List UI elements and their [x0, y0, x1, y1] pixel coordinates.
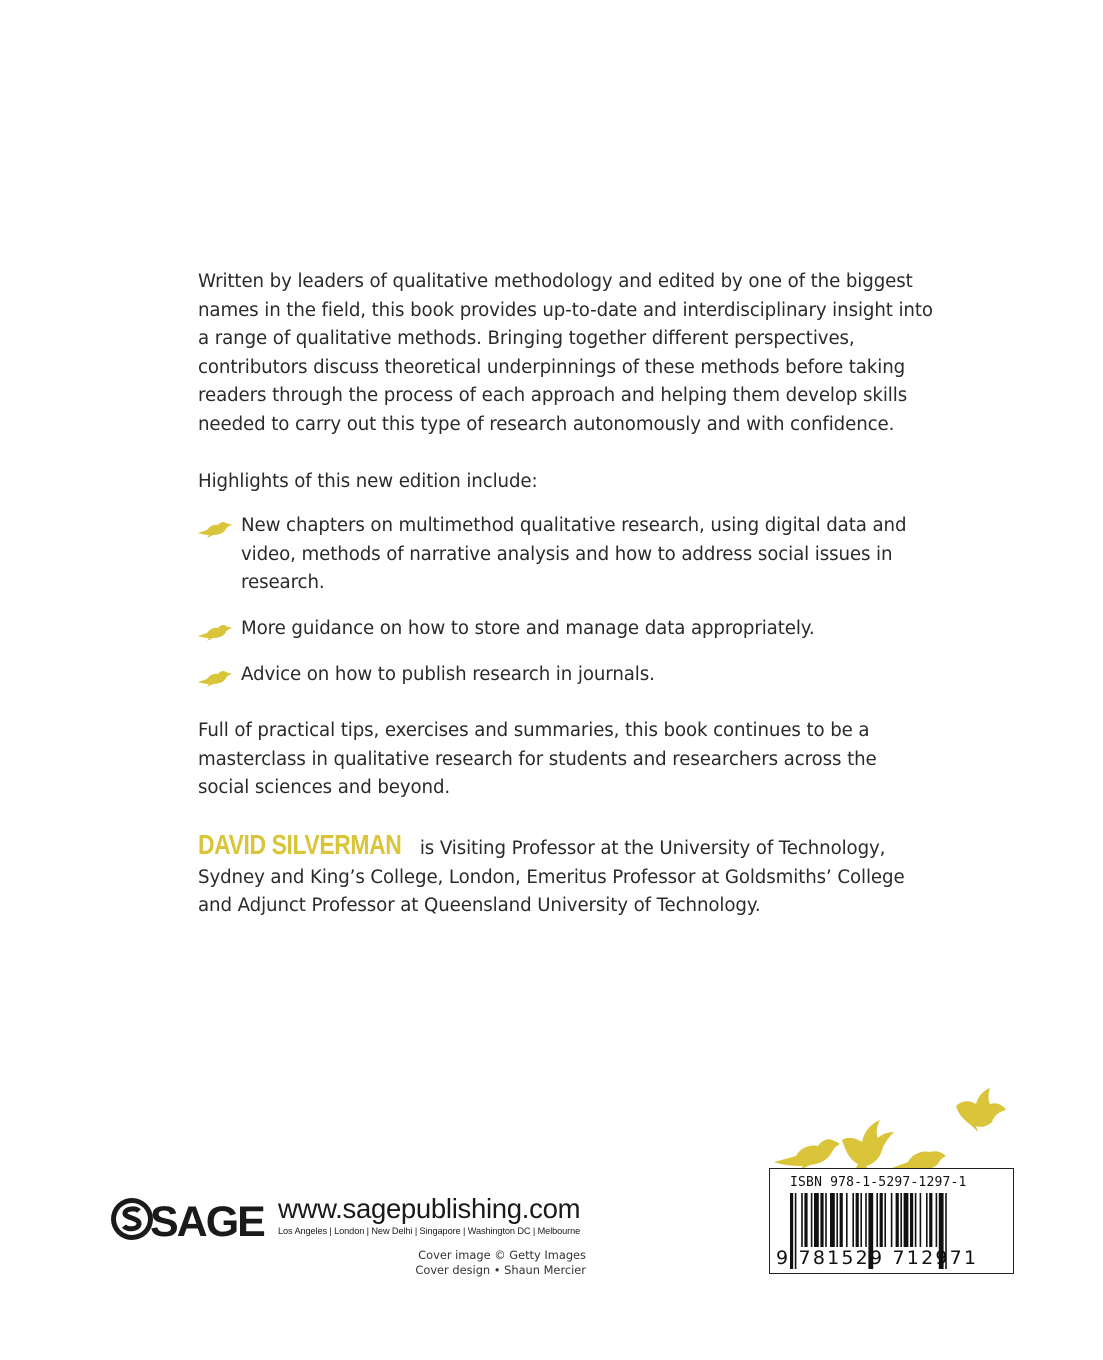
cover-design-credit: Cover design • Shaun Mercier: [415, 1263, 586, 1277]
blurb: [198, 268, 933, 921]
barcode-bar: [915, 1193, 917, 1247]
list-item: [198, 512, 933, 598]
highlight-text: New chapters on multimethod qualitative research, using digital data and video, methods of narrative analysis and how to address social issues in research.: [241, 515, 907, 594]
barcode-bar: [811, 1193, 813, 1247]
highlight-text: More guidance on how to store and manage data appropriately.: [241, 617, 815, 639]
intro-paragraph: Written by leaders of qualitative methodology and edited by one of the biggest names in the field, this book provides up-to-date and interdisciplinary insight into a range of qualitative methods. Bringing together different perspectives, contributors discuss theoretical underpinnings of these methods before taking readers through the process of each approach and helping them develop skills needed to carry out this type of research autonomously and with confidence.: [198, 271, 933, 435]
barcode-bar: [825, 1193, 827, 1247]
sage-logo-icon: [110, 1196, 270, 1242]
barcode-bar: [896, 1193, 899, 1247]
barcode-bar: [830, 1193, 835, 1247]
barcode-bar: [891, 1193, 893, 1247]
cover-image-credit: Cover image © Getty Images: [418, 1248, 586, 1262]
publisher-cities: Los Angeles | London | New Delhi | Singapore | Washington DC | Melbourne: [278, 1226, 581, 1236]
barcode-bar: [884, 1193, 886, 1247]
credits: [380, 1248, 586, 1278]
bird-icon: [956, 1088, 1006, 1132]
barcode-bar: [856, 1193, 859, 1247]
barcode-bar: [876, 1193, 878, 1247]
barcode-bar: [926, 1193, 928, 1247]
highlights-heading: Highlights of this new edition include:: [198, 470, 538, 492]
publisher-url[interactable]: www.sagepublishing.com: [278, 1193, 581, 1224]
barcode-bar: [840, 1193, 843, 1247]
barcode-bar: [929, 1193, 932, 1247]
list-item: [198, 661, 933, 690]
bird-icon: [197, 667, 233, 689]
barcode-bar: [852, 1193, 854, 1247]
birds-illustration: [770, 1082, 1030, 1172]
barcode-bar: [820, 1193, 823, 1247]
sage-logo-text: SAGE: [150, 1198, 264, 1242]
barcode-bar: [814, 1193, 819, 1247]
barcode: [769, 1168, 1014, 1274]
bird-icon: [197, 518, 233, 540]
barcode-bar: [880, 1193, 883, 1247]
barcode-bar: [920, 1193, 922, 1247]
bird-icon: [842, 1120, 894, 1172]
barcode-bar: [836, 1193, 838, 1247]
bird-icon: [774, 1139, 840, 1170]
list-item: [198, 615, 933, 644]
barcode-bar: [900, 1193, 902, 1247]
barcode-bar: [860, 1193, 862, 1247]
highlights-list: [198, 512, 933, 689]
barcode-bar: [846, 1193, 848, 1247]
barcode-digits: 9 781529 712971: [776, 1247, 979, 1269]
author-bio-text: is Visiting Professor at the University of Technology, Sydney and King’s College, London, Emeritus Professor at Goldsmiths’ College and Adjunct Professor at Queensland University of Technology.: [198, 837, 905, 917]
author-name: DAVID SILVERMAN: [198, 828, 402, 860]
barcode-bar: [904, 1193, 909, 1247]
barcode-bar: [801, 1193, 803, 1247]
barcode-bar: [910, 1193, 913, 1247]
barcode-bar: [865, 1193, 867, 1247]
closing-paragraph: Full of practical tips, exercises and summaries, this book continues to be a masterclass in qualitative research for students and researchers across the social sciences and beyond.: [198, 720, 877, 799]
isbn-label: ISBN 978-1-5297-1297-1: [790, 1175, 967, 1190]
highlight-text: Advice on how to publish research in journals.: [241, 663, 655, 685]
barcode-bar: [936, 1193, 938, 1247]
bird-icon: [197, 621, 233, 643]
barcode-bar: [804, 1193, 807, 1247]
author-bio: [198, 828, 933, 921]
